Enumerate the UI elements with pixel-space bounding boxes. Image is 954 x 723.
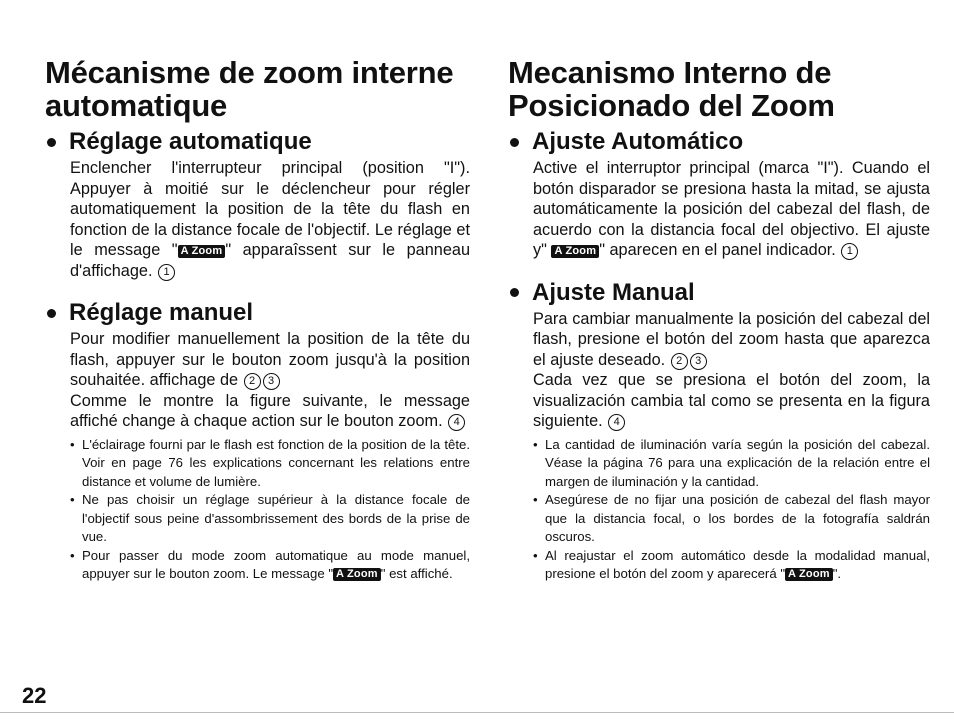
section-heading-manual-es: Ajuste Manual bbox=[508, 279, 930, 307]
note-item: • Ne pas choisir un réglage supérieur à la distance focale de l'objectif sous peine d'assombrissement des bords de la prise de vue. bbox=[70, 491, 470, 547]
circled-number-4: 4 bbox=[448, 414, 465, 431]
auto-paragraph-fr: Enclencher l'interrupteur principal (position "I"). Appuyer à moitié sur le déclencheur pour régler automatiquement la position de la tête du flash en fonction de la distance focale de l'objectif. Le réglage et le message " A Zoom " apparaîssent sur le panneau d'affichage. 1 bbox=[70, 159, 471, 280]
notes-list-fr bbox=[70, 436, 470, 584]
manual-paragraph-es: Para cambiar manualmente la posición del cabezal del flash, presione el botón del zoom hasta que aparezca el ajuste deseado. 2 3 Cada vez que se presiona el botón del zoom, la visualización cambia tal como se presenta en la figura siguiente. 4 bbox=[533, 309, 930, 430]
manual-paragraph-fr: Pour modifier manuellement la position de la tête du flash, appuyer sur le bouton zoom jusqu'à la position souhaitée. affichage de 2 3 Comme le montre la figure suivante, le message affiché change à chaque action sur le bouton zoom. 4 bbox=[70, 330, 470, 430]
page-number: 22 bbox=[22, 683, 47, 708]
circled-number-3: 3 bbox=[690, 353, 707, 370]
note-item: • Al reajustar el zoom automático desde la modalidad manual, presione el botón del zoom y aparecerá " A Zoom ". bbox=[533, 547, 930, 584]
circled-number-4: 4 bbox=[608, 414, 625, 431]
note-item: • L'éclairage fourni par le flash est fonction de la position de la tête. Voir en page 76 les explications concernant les relations entre distance et volume de lumière. bbox=[70, 436, 470, 492]
a-zoom-badge: A Zoom bbox=[551, 245, 599, 258]
a-zoom-badge: A Zoom bbox=[333, 568, 381, 581]
note-item: • Asegúrese de no fijar una posición de cabezal del flash mayor que la distancia focal, o los bordes de la fotografía saldrán oscuros. bbox=[533, 491, 930, 547]
circled-number-2: 2 bbox=[671, 353, 688, 370]
bottom-divider bbox=[0, 712, 954, 713]
circled-number-1: 1 bbox=[841, 243, 858, 260]
auto-paragraph-es: Active el interruptor principal (marca "I"). Cuando el botón disparador se presiona hasta la mitad, se ajusta automáticamente la posición del cabezal del flash, de acuerdo con la distancia focal del objectivo. El ajuste y" A Zoom " aparecen en el panel indicador. 1 bbox=[533, 159, 930, 259]
circled-number-2: 2 bbox=[244, 373, 261, 390]
note-item: • Pour passer du mode zoom automatique au mode manuel, appuyer sur le bouton zoom. Le message " A Zoom " est affiché. bbox=[70, 547, 470, 584]
french-column bbox=[45, 56, 470, 584]
section-heading-auto-fr: Réglage automatique bbox=[45, 128, 470, 156]
section-heading-auto-es: Ajuste Automático bbox=[508, 128, 930, 156]
circled-number-1: 1 bbox=[158, 264, 175, 281]
notes-list-es bbox=[533, 436, 930, 584]
page-title-fr: Mécanisme de zoom interne automatique bbox=[45, 55, 454, 123]
page-title-es: Mecanismo Interno de Posicionado del Zoom bbox=[508, 55, 835, 123]
section-heading-manual-fr: Réglage manuel bbox=[45, 299, 470, 327]
note-item: • La cantidad de iluminación varía según la posición del cabezal. Véase la página 76 para una explicación de la relación entre el margen de iluminación y la cantidad. bbox=[533, 436, 930, 492]
circled-number-3: 3 bbox=[263, 373, 280, 390]
a-zoom-badge: A Zoom bbox=[785, 568, 833, 581]
bullet-icon bbox=[47, 309, 56, 318]
spanish-column bbox=[508, 56, 930, 584]
bullet-icon bbox=[47, 138, 56, 147]
bullet-icon bbox=[510, 138, 519, 147]
bullet-icon bbox=[510, 288, 519, 297]
a-zoom-badge: A Zoom bbox=[178, 245, 226, 258]
